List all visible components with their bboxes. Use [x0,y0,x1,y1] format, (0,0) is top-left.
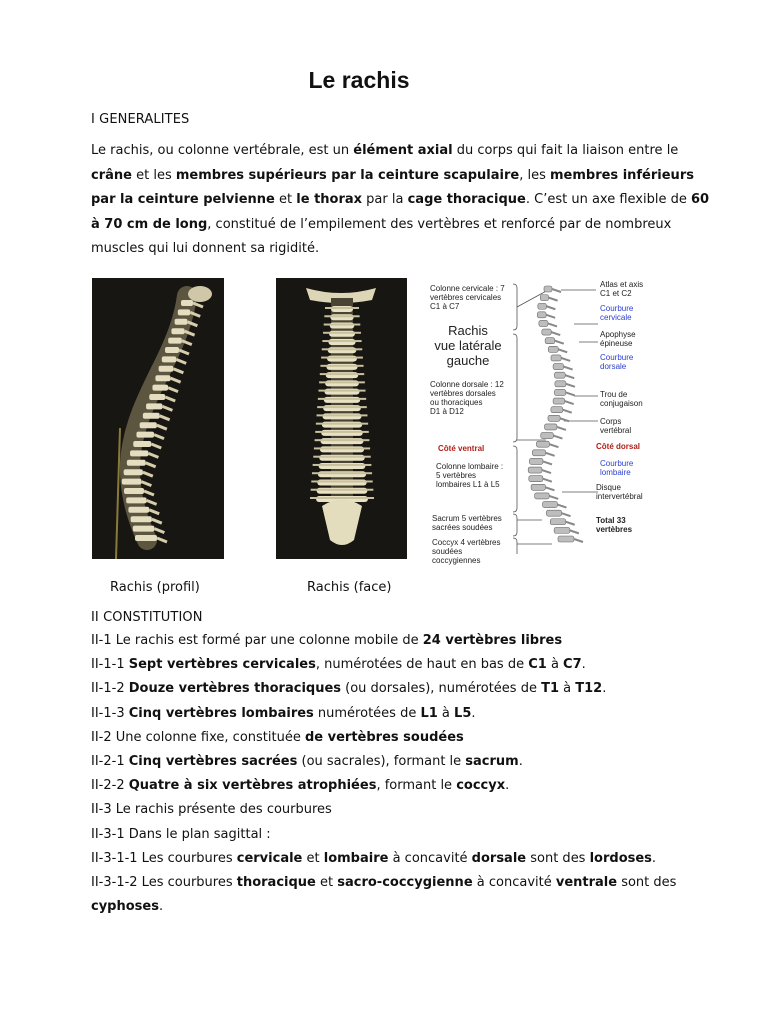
spinous-process [141,482,151,486]
bold-text: cervicale [236,850,303,866]
bold-text: élément axial [353,143,453,158]
spinous-process [549,298,558,301]
spinous-process [542,470,551,473]
constitution-line [91,657,586,672]
transverse-process [324,315,359,317]
spine-anatomy-diagram [424,278,684,565]
text-run: . [651,850,657,866]
transverse-process [320,365,363,367]
spinous-process [154,529,164,533]
transverse-process [315,439,370,441]
spinous-process [561,358,570,361]
vertebra-shape [532,450,545,456]
vertebra-shape [553,398,565,404]
constitution-line [91,899,163,914]
spinous-process [162,406,172,410]
transverse-process [318,390,365,392]
vertebra-shape [126,497,146,503]
vertebra-shape [529,476,543,482]
bold-text: T1 [541,681,560,697]
label-colonne-cervicale: Colonne cervicale : 7 vertèbres cervicales C1 à C7 [430,284,505,311]
vertebra-shape [124,488,144,494]
label-disque-intervertebral: Disque intervertébral [596,483,643,501]
vertebra-shape [550,519,565,525]
diagram-title: Rachis vue latérale gauche [434,323,502,368]
text-run: à [437,705,455,721]
bold-text: lombaire [323,850,389,866]
transverse-process [314,447,370,449]
bold-text: crâne [91,167,132,183]
spinous-process [566,522,575,525]
spinous-process [549,496,558,499]
bold-text: Cinq vertèbres lombaires [128,705,314,721]
vertebra-shape [555,381,566,387]
spinous-process [574,539,583,542]
vertebra-shape [149,394,165,400]
bold-text: Sept vertèbres cervicales [128,657,316,673]
constitution-line [91,706,476,721]
label-courbure-lombaire: Courbure lombaire [600,459,634,477]
vertebra-shape [528,467,542,473]
spinous-process [570,530,579,533]
text-run: sont des [617,875,677,890]
spinous-process [171,378,181,382]
vertebra-shape [543,502,558,508]
text-run: par la [362,192,408,207]
vertebra-shape [553,364,563,370]
spinous-process [566,392,575,395]
photo-rachis-profil [92,278,224,559]
vertebra-shape [131,516,152,522]
bold-text: T12 [575,681,603,697]
transverse-process [325,307,359,309]
spinous-process [165,397,175,401]
caption-face: Rachis (face) [307,580,392,595]
vertebra-shape [159,366,174,372]
transverse-process [311,489,374,491]
vertebra-shape [133,441,151,447]
bold-text: 60 à 70 cm de long [91,192,710,232]
bold-text: 24 vertèbres libres [422,633,563,648]
transverse-process [320,373,364,375]
spinous-process [152,519,162,523]
vertebra-shape [548,415,560,421]
vertebra-shape [545,338,555,344]
vertebra-shape [554,372,565,378]
text-run: sont des [526,850,590,866]
text-run: . [602,681,607,697]
spinous-process [157,425,167,429]
text-run: , numérotées de haut en bas de [315,657,529,673]
vertebra-shape [135,535,157,541]
spinous-process [566,384,575,387]
vertebra-shape [171,328,184,334]
spinous-process [563,410,572,413]
vertebra-shape [542,329,551,335]
label-cote-dorsal: Côté dorsal [596,442,641,451]
spinous-process [546,453,555,456]
spinous-process [143,472,153,476]
bold-text: cyphoses [91,899,159,915]
spinous-process [173,369,183,373]
transverse-process [324,324,361,326]
section-heading-constitution: II CONSTITUTION [91,610,203,625]
text-run: , constitué de l’empilement des vertèbres et renforcé par de nombreux muscles qui lui donnent sa rigidité. [91,216,672,256]
label-courbure-dorsale: Courbure dorsale [600,353,634,371]
text-run: II-2-1 [91,754,129,769]
text-run: II-1-2 [91,681,129,697]
spinous-process [552,289,561,292]
spinous-process [553,436,562,439]
spinous-process [551,332,560,335]
spinous-process [157,538,167,542]
transverse-process [318,398,366,400]
spinous-process [149,510,159,514]
generalites-paragraph [91,139,716,262]
vertebra-shape [165,347,179,353]
constitution-line [91,633,562,648]
vertebra-shape [133,526,155,532]
label-colonne-lombaire: Colonne lombaire : 5 vertèbres lombaires L1 à L5 [436,462,504,489]
text-run: II-3-1-2 Les courbures [91,875,237,890]
label-courbure-cervicale: Courbure cervicale [600,304,634,322]
text-run: (ou dorsales), numérotées de [341,681,542,697]
spinous-process [160,416,170,420]
spinous-process [557,427,566,430]
spinous-process [168,388,178,392]
vertebra-shape [529,458,543,464]
page-title: Le rachis [308,67,410,94]
bold-text: C1 [528,657,547,673]
bold-text: Cinq vertèbres sacrées [128,754,298,769]
label-trou-conjugaison: Trou de conjugaison [600,390,643,408]
text-run: du corps qui fait la liaison entre le [452,143,679,158]
spinous-process [565,401,574,404]
transverse-process [312,472,372,474]
text-run: . [581,657,586,673]
vertebra-shape [325,380,359,386]
spinous-process [546,306,555,309]
bold-text: L5 [454,705,472,721]
spinous-process [548,323,557,326]
constitution-line [91,851,656,866]
vertebra-shape [127,460,146,466]
bold-text: dorsale [471,850,527,866]
spine-profile-illustration [92,278,224,559]
spinous-process [176,359,186,363]
spinous-process [146,463,156,467]
label-total-vertebres: Total 33 vertèbres [596,516,633,534]
vertebra-shape [140,422,157,428]
bold-text: ventrale [555,875,618,890]
constitution-line [91,778,509,793]
vertebra-shape [544,286,552,292]
label-atlas-axis: Atlas et axis C1 et C2 [600,280,644,298]
transverse-process [319,381,365,383]
bold-text: cage thoracique [407,192,526,207]
spinous-process [558,349,567,352]
transverse-process [322,340,361,342]
vertebra-shape [152,385,168,391]
transverse-process [316,423,368,425]
bold-text: L1 [420,705,438,721]
vertebra-shape [328,347,357,353]
bold-text: coccyx [456,778,506,794]
vertebra-shape [181,300,193,306]
transverse-process [315,431,369,433]
text-run: II-3-1-1 Les courbures [91,850,237,866]
transverse-process [311,480,372,482]
text-run: II-1-1 [91,657,129,673]
spinous-process [151,444,161,448]
bold-text: membres inférieurs par la ceinture pelvienne [91,167,694,207]
transverse-process [317,406,367,408]
spinous-process [565,375,574,378]
vertebra-shape [541,433,554,439]
caption-profil: Rachis (profil) [110,580,200,595]
vertebra-shape [551,355,561,361]
label-apophyse-epineuse: Apophyse épineuse [600,330,636,348]
vertebra-shape [531,484,545,490]
text-run: . [158,899,164,915]
vertebra-shape [178,309,190,315]
text-run: et [274,192,297,207]
vertebra-shape [122,479,142,485]
vertebra-shape [558,536,574,542]
bold-text: thoracique [236,875,316,890]
text-run: , formant le [376,778,457,794]
constitution-line [91,827,271,842]
text-run: . C’est un axe flexible de [525,192,691,207]
spinous-process [543,461,552,464]
vertebra-shape [538,303,547,309]
text-run: à concavité [388,850,472,866]
spinous-process [543,479,552,482]
label-cote-ventral: Côté ventral [438,444,485,453]
bold-text: Quatre à six vertèbres atrophiées [128,778,377,794]
vertebra-shape [554,527,570,533]
label-coccyx: Coccyx 4 vertèbres soudées coccygiennes [432,538,501,565]
transverse-process [317,414,368,416]
text-run: et les [131,167,176,183]
spinous-process [144,491,154,495]
text-run: et [302,850,324,866]
text-run: . [518,754,523,769]
spinous-process [555,341,564,344]
text-run: II-1-3 [91,705,129,721]
vertebra-shape [537,312,546,318]
vertebra-shape [136,432,154,438]
vertebra-shape [319,463,366,469]
constitution-line [91,754,523,769]
text-run: II-1 Le rachis est formé par une colonne mobile de [91,633,423,648]
vertebra-shape [143,413,160,419]
constitution-line [91,802,332,817]
vertebra-shape [536,441,549,447]
vertebra-shape [546,510,561,516]
transverse-process [322,348,363,350]
spinous-process [147,500,157,504]
bold-text: sacro-coccygienne [337,875,473,890]
bold-text: Douze vertèbres thoraciques [128,681,342,697]
vertebra-shape [146,403,162,409]
text-run: . [505,778,510,794]
text-run: . [471,705,476,721]
text-run: II-2-2 [91,778,129,794]
spinous-process [154,435,164,439]
label-sacrum: Sacrum 5 vertèbres sacrées soudées [432,514,502,532]
vertebra-shape [175,319,188,325]
bold-text: C7 [563,657,582,673]
vertebra-shape [168,338,182,344]
vertebra-shape [324,389,359,395]
text-run: numérotées de [313,705,421,721]
vertebra-shape [155,375,170,381]
text-run: à [546,657,564,673]
text-run: II-2 Une colonne fixe, constituée [91,729,305,745]
bold-text: le thorax [296,192,363,207]
text-run: Le rachis, ou colonne vertébrale, est un [91,143,354,158]
spinous-process [549,444,558,447]
text-run: et [315,875,338,890]
spinous-process [148,453,158,457]
spinous-process [546,315,555,318]
transverse-process [323,332,361,334]
spine-front-illustration [276,278,407,559]
vertebra-shape [328,339,355,345]
vertebra-shape [326,372,358,378]
spinous-process [560,418,569,421]
vertebra-shape [548,346,558,352]
vertebra-shape [539,320,548,326]
transverse-process [313,456,370,458]
vertebra-shape [130,450,148,456]
constitution-line [91,681,606,696]
vertebra-shape [540,295,548,301]
bold-text: de vertèbres soudées [304,729,464,745]
constitution-line [91,875,676,890]
transverse-process [313,464,372,466]
text-run: II-3 Le rachis présente des courbures [91,802,332,818]
vertebra-shape [545,424,557,430]
spinous-process [562,513,571,516]
text-run: (ou sacrales), formant le [297,754,466,769]
section-heading-generalites: I GENERALITES [91,112,190,127]
transverse-process [321,357,363,359]
vertebra-shape [124,469,143,475]
vertebra-shape [128,507,149,513]
text-run: à concavité [472,875,556,890]
vertebra-shape [317,479,366,485]
spinous-process [564,367,573,370]
bold-text: membres supérieurs par la ceinture scapulaire [175,167,520,183]
spinous-process [557,505,566,508]
spinous-process [545,487,554,490]
vertebra-shape [535,493,550,499]
bold-text: lordoses [589,850,652,866]
bold-text: sacrum [465,754,519,769]
constitution-line [91,730,464,745]
text-run: à [559,681,576,697]
vertebra-shape [162,356,176,362]
vertebra-shape [551,407,563,413]
text-run: , les [519,167,550,183]
text-run: II-3-1 Dans le plan sagittal : [91,826,271,842]
spinous-process [179,350,189,354]
label-colonne-dorsale: Colonne dorsale : 12 vertèbres dorsales ou thoraciques D1 à D12 [430,380,504,416]
transverse-process [310,497,374,499]
label-corps-vertebral: Corps vertébral [600,417,632,435]
vertebra-shape [554,389,565,395]
vertebra-shape [318,471,366,477]
photo-rachis-face [276,278,407,559]
